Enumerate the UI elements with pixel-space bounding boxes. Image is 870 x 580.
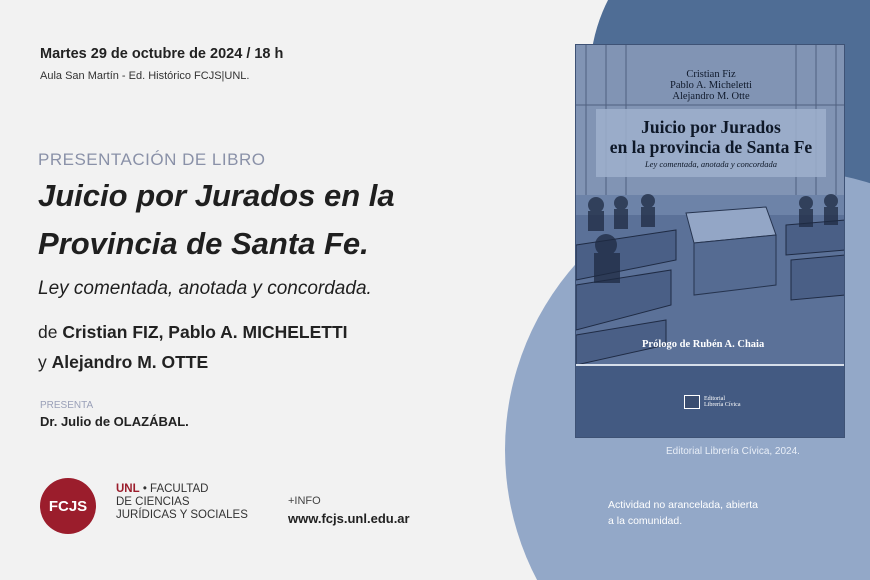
event-date: Martes 29 de octubre de 2024 / 18 h [40, 46, 284, 62]
cover-publisher [684, 395, 744, 409]
cover-publisher-text [704, 396, 740, 408]
fcjs-logo: FCJS [40, 478, 96, 534]
cover-author-2: Pablo A. Micheletti [670, 80, 752, 91]
cover-subtitle: Ley comentada, anotada y concordada [644, 159, 778, 169]
book-title-line-1: Juicio por Jurados en la [38, 178, 395, 213]
activity-note [608, 497, 758, 529]
authors-line-1 [38, 322, 348, 343]
activity-line-2: a la comunidad. [608, 515, 683, 527]
institution-line-2: DE CIENCIAS [116, 496, 190, 508]
institution-line-1-rest: • FACULTAD [139, 483, 209, 495]
institution-line-3: JURÍDICAS Y SOCIALES [116, 509, 248, 521]
cover-title [576, 117, 845, 157]
cover-authors [576, 69, 845, 102]
activity-line-1: Actividad no arancelada, abierta [608, 499, 759, 511]
book-subtitle: Ley comentada, anotada y concordada. [38, 278, 372, 299]
cover-publisher-line-2: Librería Cívica [704, 402, 741, 408]
cover-prologue: Prólogo de Rubén A. Chaia [642, 339, 765, 350]
presenter-name: Dr. Julio de OLAZÁBAL. [40, 414, 189, 429]
publisher-logo-icon [684, 395, 700, 409]
cover-author-3: Alejandro M. Otte [672, 91, 750, 102]
authors-prefix-1: de [38, 322, 63, 342]
cover-title-line-2: en la provincia de Santa Fe [609, 137, 813, 157]
authors-names-2: Alejandro M. OTTE [51, 352, 209, 372]
authors-line-2 [38, 352, 208, 373]
institution-line-1 [116, 483, 248, 496]
presenta-label: PRESENTA [40, 400, 94, 411]
info-url-link[interactable]: www.fcjs.unl.edu.ar [288, 511, 410, 526]
book-cover [575, 44, 845, 438]
presentation-kicker: PRESENTACIÓN DE LIBRO [38, 150, 266, 169]
cover-caption: Editorial Librería Cívica, 2024. [666, 446, 800, 457]
authors-prefix-2: y [38, 352, 52, 372]
book-title-line-2: Provincia de Santa Fe. [38, 226, 369, 261]
cover-publisher-line-1: Editorial [704, 396, 725, 402]
info-label: +INFO [288, 495, 321, 507]
event-venue: Aula San Martín - Ed. Histórico FCJS|UNL. [40, 70, 250, 82]
cover-author-1: Cristian Fiz [686, 69, 736, 80]
courtroom-illustration [576, 45, 845, 438]
authors-names-1: Cristian FIZ, Pablo A. MICHELETTI [62, 322, 348, 342]
unl-label: UNL [116, 483, 140, 495]
cover-title-line-1: Juicio por Jurados [641, 117, 781, 137]
institution-name [116, 483, 248, 522]
